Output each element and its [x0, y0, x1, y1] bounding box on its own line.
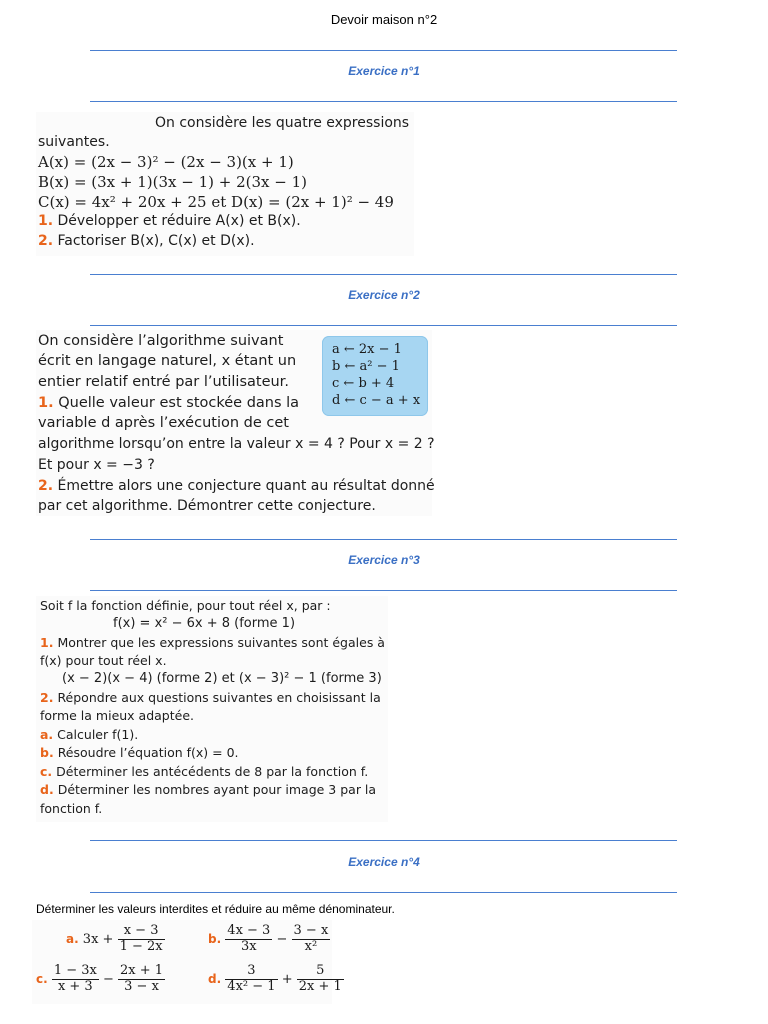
- ex2-text-line: Et pour x = −3 ?: [38, 457, 155, 473]
- question-text: Développer et réduire A(x) et B(x).: [57, 213, 301, 229]
- numerator: 2x + 1: [120, 963, 164, 978]
- exercise-1-title: Exercice n°1: [348, 64, 420, 78]
- ex3-function-definition: f(x) = x² − 6x + 8 (forme 1): [113, 616, 296, 631]
- question-text: Émettre alors une conjecture quant au résultat donné: [57, 478, 435, 494]
- ex2-question-2: [38, 478, 435, 494]
- divider: [90, 539, 677, 540]
- ex2-text-line: par cet algorithme. Démontrer cette conjecture.: [38, 498, 376, 514]
- question-text: Répondre aux questions suivantes en choisissant la: [57, 690, 381, 705]
- fraction: [118, 924, 165, 955]
- item-label: d.: [40, 782, 54, 797]
- item-text: Déterminer les nombres ayant pour image 3 par la: [57, 782, 377, 797]
- item-label: a.: [40, 727, 54, 742]
- item-label: b.: [40, 745, 54, 760]
- ex3-text-line: Soit f la fonction définie, pour tout réel x, par :: [40, 598, 331, 613]
- numerator: 1 − 3x: [53, 963, 97, 978]
- question-text: Factoriser B(x), C(x) et D(x).: [57, 233, 255, 249]
- divider: [90, 274, 677, 275]
- ex4-item-c: [36, 964, 165, 995]
- ex3-text-line: fonction f.: [40, 801, 103, 816]
- item-label: a.: [66, 931, 79, 946]
- denominator: 3x: [241, 938, 257, 954]
- algorithm-box: [322, 336, 428, 416]
- item-text: Calculer f(1).: [57, 727, 139, 742]
- question-text: Montrer que les expressions suivantes sont égales à: [57, 635, 385, 650]
- exercise-2-title: Exercice n°2: [348, 288, 420, 302]
- fraction: [297, 964, 344, 995]
- item-label: c.: [36, 971, 48, 986]
- ex1-question-2: [38, 233, 255, 249]
- ex4-item-b: [208, 924, 330, 955]
- ex2-text-line: écrit en langage naturel, x étant un: [38, 353, 297, 369]
- divider: [90, 840, 677, 841]
- ex1-expression-c-d: C(x) = 4x² + 20x + 25 et D(x) = (2x + 1)² − 49: [38, 193, 394, 211]
- question-number: 2.: [38, 233, 54, 249]
- numerator: 4x − 3: [227, 923, 271, 938]
- ex3-item-d: [40, 782, 376, 797]
- ex1-expression-b: B(x) = (3x + 1)(3x − 1) + 2(3x − 1): [38, 173, 308, 191]
- algorithm-line: d ← c − a + x: [332, 393, 421, 408]
- ex4-item-d: [208, 964, 344, 995]
- divider: [90, 892, 677, 893]
- item-text: Résoudre l’équation f(x) = 0.: [57, 745, 239, 760]
- question-number: 1.: [38, 213, 54, 229]
- ex1-expression-a: A(x) = (2x − 3)² − (2x − 3)(x + 1): [38, 153, 294, 171]
- ex2-text-line: entier relatif entré par l’utilisateur.: [38, 374, 289, 390]
- question-number: 2.: [38, 478, 54, 494]
- denominator: x²: [304, 938, 318, 954]
- algorithm-line: c ← b + 4: [332, 376, 395, 391]
- ex3-forms: (x − 2)(x − 4) (forme 2) et (x − 3)² − 1 (forme 3): [62, 671, 382, 686]
- ex3-question-2: [40, 690, 381, 705]
- item-text: Déterminer les antécédents de 8 par la fonction f.: [56, 764, 369, 779]
- denominator: 2x + 1: [298, 978, 342, 994]
- operator: +: [281, 971, 293, 987]
- operator: −: [276, 931, 288, 947]
- ex2-question-1: [38, 395, 299, 411]
- ex4-item-a: [66, 924, 165, 955]
- question-number: 2.: [40, 690, 54, 705]
- ex1-intro: On considère les quatre expressions: [155, 115, 410, 131]
- denominator: 1 − 2x: [119, 938, 163, 954]
- divider: [90, 325, 677, 326]
- ex2-text-line: On considère l’algorithme suivant: [38, 333, 284, 349]
- ex2-text-line: variable d après l’exécution de cet: [38, 415, 289, 431]
- numerator: x − 3: [118, 924, 165, 940]
- fraction: [225, 924, 272, 955]
- question-number: 1.: [40, 635, 54, 650]
- denominator: 3 − x: [124, 978, 159, 994]
- fraction: [52, 964, 99, 995]
- ex3-item-a: [40, 727, 138, 742]
- denominator: x + 3: [57, 978, 93, 994]
- exercise-3-title: Exercice n°3: [348, 553, 420, 567]
- ex2-text-line: algorithme lorsqu’on entre la valeur x = 4 ? Pour x = 2 ?: [38, 436, 435, 452]
- operator: −: [102, 971, 114, 987]
- ex1-question-1: [38, 213, 301, 229]
- ex4-instruction: Déterminer les valeurs interdites et réduire au même dénominateur.: [36, 902, 395, 916]
- ex1-intro: suivantes.: [38, 134, 110, 150]
- numerator: 5: [297, 964, 344, 980]
- item-label: c.: [40, 764, 53, 779]
- question-number: 1.: [38, 395, 54, 411]
- expression-term: 3x +: [82, 931, 114, 947]
- fraction: [292, 924, 331, 955]
- ex3-text-line: f(x) pour tout réel x.: [40, 653, 167, 668]
- fraction: [225, 964, 277, 995]
- ex3-item-b: [40, 745, 239, 760]
- page-title: Devoir maison n°2: [330, 12, 438, 27]
- ex3-text-line: forme la mieux adaptée.: [40, 708, 194, 723]
- item-label: d.: [208, 971, 222, 986]
- divider: [90, 590, 677, 591]
- question-text: Quelle valeur est stockée dans la: [58, 395, 300, 411]
- fraction: [118, 964, 165, 995]
- divider: [90, 50, 677, 51]
- denominator: 4x² − 1: [227, 978, 276, 994]
- item-label: b.: [208, 931, 222, 946]
- ex3-question-1: [40, 635, 385, 650]
- exercise-4-title: Exercice n°4: [348, 855, 420, 869]
- numerator: 3: [225, 964, 277, 980]
- numerator: 3 − x: [293, 923, 329, 938]
- ex3-item-c: [40, 764, 368, 779]
- divider: [90, 101, 677, 102]
- algorithm-line: a ← 2x − 1: [332, 342, 402, 357]
- algorithm-line: b ← a² − 1: [332, 359, 400, 374]
